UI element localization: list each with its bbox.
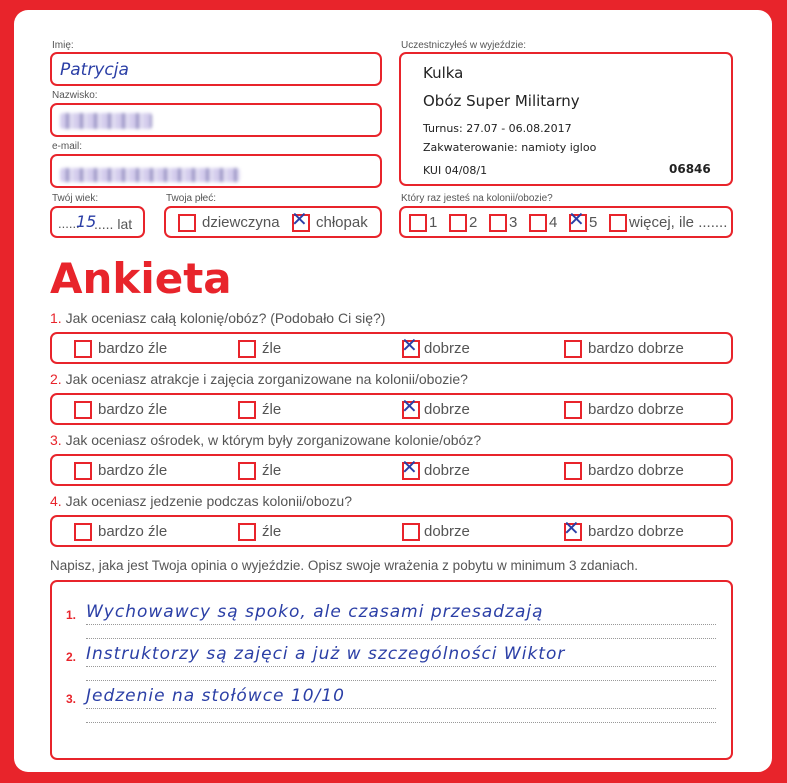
times-5-checkbox[interactable]	[568, 207, 587, 232]
name-field[interactable]	[50, 52, 382, 86]
times-3-checkbox[interactable]	[489, 214, 507, 232]
opinion-line-text: Jedzenie na stołówce 10/10	[86, 686, 345, 706]
question-1-options	[50, 332, 733, 364]
question-number: 1.	[50, 310, 62, 326]
question-2-option-4-checkbox[interactable]	[564, 401, 582, 419]
times-label: Który raz jesteś na kolonii/obozie?	[401, 193, 553, 204]
surname-field[interactable]	[50, 103, 382, 137]
question-option-label: bardzo dobrze	[588, 462, 684, 479]
question-2-option-3-checkbox[interactable]	[401, 394, 420, 419]
surname-label: Nazwisko:	[52, 90, 98, 101]
camp-turnus: Turnus: 27.07 - 06.08.2017	[423, 122, 572, 135]
question-2-option-1-checkbox[interactable]	[74, 401, 92, 419]
question-1-text	[50, 310, 385, 326]
question-option-label: bardzo źle	[98, 462, 168, 479]
question-number: 2.	[50, 371, 62, 387]
times-5-label: 5	[589, 214, 598, 231]
age-value: 15	[76, 212, 97, 231]
question-number: 3.	[50, 432, 62, 448]
name-value: Patrycja	[60, 60, 129, 80]
times-3-label: 3	[509, 214, 518, 231]
writing-line	[86, 666, 716, 667]
opinion-line-number: 3.	[66, 692, 77, 706]
question-4-option-1-checkbox[interactable]	[74, 523, 92, 541]
times-1-checkbox[interactable]	[409, 214, 427, 232]
times-more-checkbox[interactable]	[609, 214, 627, 232]
question-2-text	[50, 371, 468, 387]
question-3-text	[50, 432, 481, 448]
camp-code: KUI 04/08/1	[423, 164, 488, 177]
question-1-option-2-checkbox[interactable]	[238, 340, 256, 358]
email-field[interactable]	[50, 154, 382, 188]
question-1-option-1-checkbox[interactable]	[74, 340, 92, 358]
times-4-label: 4	[549, 214, 558, 231]
question-option-label: źle	[262, 523, 282, 540]
writing-line	[86, 680, 716, 681]
question-option-label: bardzo źle	[98, 523, 168, 540]
question-number: 4.	[50, 493, 62, 509]
question-4-options	[50, 515, 733, 547]
question-option-label: dobrze	[424, 462, 470, 479]
opinion-line-number: 1.	[66, 608, 77, 622]
question-option-label: bardzo dobrze	[588, 523, 684, 540]
question-option-label: dobrze	[424, 401, 470, 418]
question-option-label: źle	[262, 462, 282, 479]
writing-line	[86, 708, 716, 709]
question-label: Jak oceniasz ośrodek, w którym były zorganizowane kolonie/obóz?	[65, 432, 482, 448]
question-option-label: źle	[262, 340, 282, 357]
surname-redacted	[60, 113, 152, 129]
question-4-option-4-checkbox[interactable]	[563, 516, 582, 541]
age-label: Twój wiek:	[52, 193, 99, 204]
writing-line	[86, 722, 716, 723]
name-label: Imię:	[52, 40, 74, 51]
check-mark-icon: ✕	[563, 516, 580, 540]
question-4-option-3-checkbox[interactable]	[402, 523, 420, 541]
question-2-option-2-checkbox[interactable]	[238, 401, 256, 419]
opinion-line-number: 2.	[66, 650, 77, 664]
gender-male-checkbox[interactable]	[291, 207, 310, 232]
question-2-options	[50, 393, 733, 425]
email-redacted	[60, 168, 240, 182]
question-3-option-3-checkbox[interactable]	[401, 455, 420, 480]
writing-line	[86, 638, 716, 639]
question-option-label: bardzo dobrze	[588, 340, 684, 357]
question-3-options	[50, 454, 733, 486]
question-3-option-2-checkbox[interactable]	[238, 462, 256, 480]
question-option-label: dobrze	[424, 523, 470, 540]
check-mark-icon: ✕	[401, 333, 418, 357]
question-4-option-2-checkbox[interactable]	[238, 523, 256, 541]
question-4-text	[50, 493, 352, 509]
times-1-label: 1	[429, 214, 438, 231]
opinion-line-text: Wychowawcy są spoko, ale czasami przesadzają	[86, 602, 544, 622]
times-4-checkbox[interactable]	[529, 214, 547, 232]
camp-number: 06846	[669, 162, 711, 176]
camp-accommodation: Zakwaterowanie: namioty igloo	[423, 141, 597, 154]
camp-name: Kulka	[423, 64, 464, 82]
survey-sheet	[14, 10, 772, 772]
check-mark-icon: ✕	[401, 394, 418, 418]
opinion-box[interactable]	[50, 580, 733, 760]
age-suffix: ..... lat	[94, 216, 133, 232]
question-3-option-1-checkbox[interactable]	[74, 462, 92, 480]
gender-female-label: dziewczyna	[202, 214, 280, 231]
email-label: e-mail:	[52, 141, 83, 152]
question-label: Jak oceniasz atrakcje i zajęcia zorganizowane na kolonii/obozie?	[65, 371, 468, 387]
question-1-option-3-checkbox[interactable]	[401, 333, 420, 358]
question-label: Jak oceniasz jedzenie podczas kolonii/obozu?	[65, 493, 352, 509]
camp-info-box	[399, 52, 733, 186]
times-field	[399, 206, 733, 238]
question-option-label: bardzo źle	[98, 340, 168, 357]
question-option-label: źle	[262, 401, 282, 418]
gender-male-label: chłopak	[316, 214, 368, 231]
age-prefix: ......	[58, 216, 80, 231]
camp-title: Obóz Super Militarny	[423, 92, 580, 110]
gender-label: Twoja płeć:	[166, 193, 217, 204]
check-mark-icon: ✕	[291, 207, 308, 231]
question-option-label: dobrze	[424, 340, 470, 357]
times-2-label: 2	[469, 214, 478, 231]
question-label: Jak oceniasz całą kolonię/obóz? (Podobało Ci się?)	[65, 310, 386, 326]
gender-female-checkbox[interactable]	[178, 214, 196, 232]
age-field[interactable]	[50, 206, 145, 238]
question-3-option-4-checkbox[interactable]	[564, 462, 582, 480]
question-1-option-4-checkbox[interactable]	[564, 340, 582, 358]
opinion-prompt: Napisz, jaka jest Twoja opinia o wyjeździe. Opisz swoje wrażenia z pobytu w minimum 3 zdaniach.	[50, 558, 639, 573]
question-option-label: bardzo dobrze	[588, 401, 684, 418]
participated-label: Uczestniczyłeś w wyjeździe:	[401, 40, 527, 51]
writing-line	[86, 624, 716, 625]
check-mark-icon: ✕	[568, 207, 585, 231]
times-2-checkbox[interactable]	[449, 214, 467, 232]
times-more-label: więcej, ile .......	[629, 214, 728, 231]
check-mark-icon: ✕	[401, 455, 418, 479]
opinion-line-text: Instruktorzy są zajęci a już w szczególności Wiktor	[86, 644, 566, 664]
gender-field	[164, 206, 382, 238]
page-title: Ankieta	[50, 254, 232, 303]
question-option-label: bardzo źle	[98, 401, 168, 418]
